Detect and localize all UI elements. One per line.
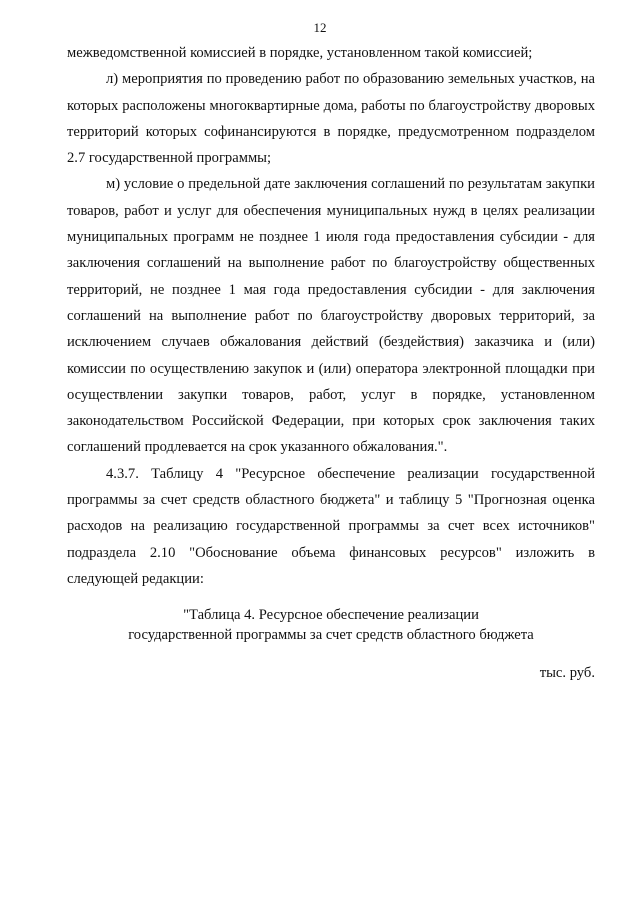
page-number: 12	[313, 20, 327, 35]
paragraph-continuation: межведомственной комиссией в порядке, установленном такой комиссией;	[67, 45, 533, 61]
table-caption	[67, 605, 595, 645]
units-label: тыс. руб.	[539, 665, 595, 681]
paragraph-4-3-7: 4.3.7. Таблицу 4 "Ресурсное обеспечение реализации государственной программы за счет средств областного бюджета" и таблицу 5 "Прогнозная оценка расходов на реализацию государственной программы за счет всех источников" подраздела 2.10 "Обоснование объема финансовых ресурсов" изложить в следующей редакции:	[67, 465, 595, 587]
paragraph-item-l: л) мероприятия по проведению работ по образованию земельных участков, на которых расположены многоквартирные дома, работы по благоустройству дворовых территорий которых софинансируются в порядке, предусмотренном подразделом 2.7 государственной программы;	[67, 71, 595, 167]
paragraph-item-m: м) условие о предельной дате заключения соглашений по результатам закупки товаров, работ и услуг для обеспечения муниципальных нужд в целях реализации муниципальных программ не позднее 1 июля года предоставления субсидии - для заключения соглашений на выполнение работ по благоустройству общественных территорий, не позднее 1 мая года предоставления субсидии - для заключения соглашений на выполнение работ по благоустройству дворовых территорий, за исключением случаев обжалования действий (бездействия) заказчика и (или) комиссии по осуществлению закупок и (или) оператора электронной площадки при осуществлении закупки товаров, работ, услуг в порядке, установленном законодательством Российской Федерации, при которых срок заключения таких соглашений продлевается на срок указанного обжалования.".	[67, 176, 595, 456]
table-caption-line-1: "Таблица 4. Ресурсное обеспечение реализации	[183, 607, 479, 623]
table-caption-line-2: государственной программы за счет средств областного бюджета	[128, 627, 534, 643]
document-body	[67, 40, 595, 592]
